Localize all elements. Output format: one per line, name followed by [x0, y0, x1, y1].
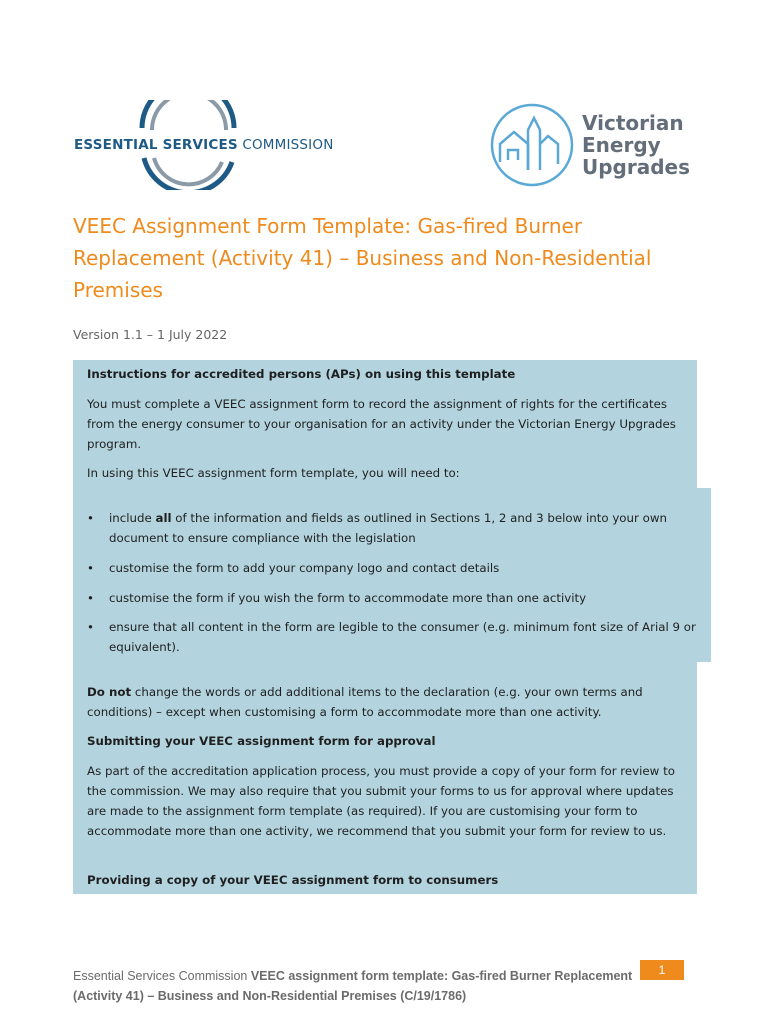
esc-logo [72, 100, 362, 190]
instructions-heading: Instructions for accredited persons (APs) on using this template [87, 367, 516, 381]
document-title: VEEC Assignment Form Template: Gas-fired Burner Replacement (Activity 41) – Business and Non-Residential Premises [73, 214, 652, 302]
bullet-icon: • [87, 591, 94, 605]
veu-logo [486, 100, 716, 190]
document-version: Version 1.1 – 1 July 2022 [73, 327, 228, 342]
bullet-icon: • [87, 561, 94, 575]
bullet-icon: • [87, 620, 94, 634]
provide-heading: Providing a copy of your VEEC assignment form to consumers [87, 873, 499, 887]
veu-wordmark: Victorian Energy Upgrades [582, 111, 691, 179]
instructions-paragraph-1: You must complete a VEEC assignment form to record the assignment of rights for the certificates from the energy consumer to your organisation for an activity under the Victorian Energy Upgrades program. [87, 397, 676, 451]
esc-wordmark: ESSENTIAL SERVICES COMMISSION [74, 137, 334, 153]
veu-house-icon [486, 100, 582, 190]
do-not-paragraph: Do not change the words or add additional items to the declaration (e.g. your own terms and conditions) – except when customising a form to accommodate more than one activity. [87, 685, 643, 719]
submit-paragraph: As part of the accreditation application process, you must provide a copy of your form for review to the commission. We may also require that you submit your forms to us for approval where updates are made to the assignment form template (as required). If you are customising your form to accommodate more than one activity, we recommend that you submit your form for review to us. [87, 764, 675, 838]
submit-heading: Submitting your VEEC assignment form for approval [87, 734, 436, 748]
bullet-icon: • [87, 511, 94, 525]
instructions-paragraph-2: In using this VEEC assignment form template, you will need to: [87, 466, 460, 480]
page-number: 1 [640, 960, 684, 980]
page-footer: Essential Services Commission VEEC assignment form template: Gas-fired Burner Replacement (Activity 41) – Business and Non-Residential Premises (C/19/1786) [73, 969, 633, 1003]
